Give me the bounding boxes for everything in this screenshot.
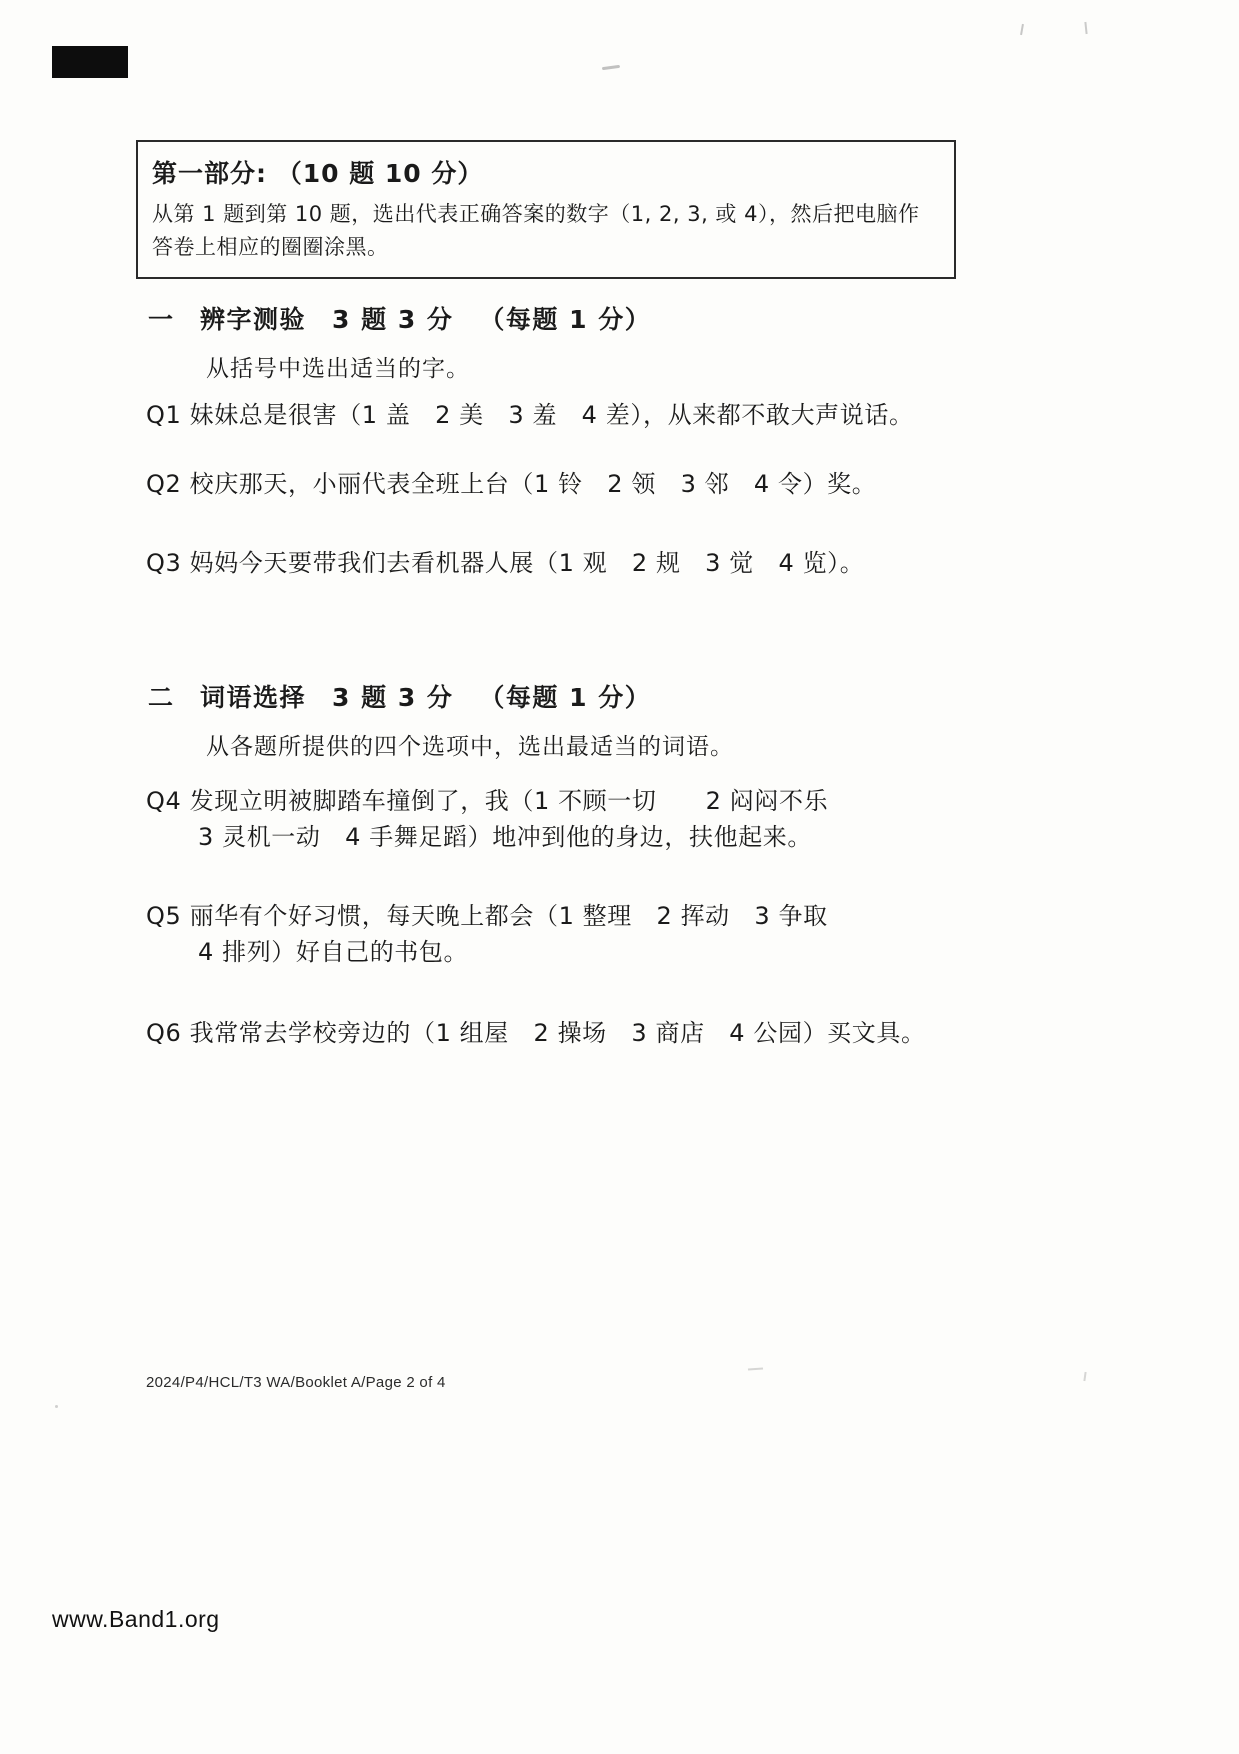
section-1-marks: 3 题 3 分 (332, 305, 454, 334)
question-q5-line-2: 4 排列）好自己的书包。 (198, 938, 469, 966)
part-marks: （10 题 10 分） (276, 159, 484, 188)
part-title-line (152, 154, 938, 190)
question-q1 (146, 397, 1156, 433)
section-2-head (148, 678, 1148, 714)
part-title: 第一部分: (152, 159, 267, 188)
scan-artifact (55, 1405, 58, 1408)
question-q3-line-1: Q3 妈妈今天要带我们去看机器人展（1 观 2 规 3 觉 4 览）。 (146, 549, 865, 577)
question-q4-line-2: 3 灵机一动 4 手舞足蹈）地冲到他的身边，扶他起来。 (198, 823, 812, 851)
section-2-subtitle: 从各题所提供的四个选项中，选出最适当的词语。 (206, 734, 734, 760)
scan-artifact (1020, 24, 1024, 35)
scan-artifact (1084, 22, 1087, 34)
section-2-per-question: （每题 1 分） (479, 683, 652, 712)
scan-artifact (1083, 1372, 1086, 1381)
scan-artifact (748, 1367, 763, 1370)
section-2-number: 二 (148, 683, 175, 712)
question-q3 (146, 545, 1156, 581)
question-q1-line-1: Q1 妹妹总是很害（1 盖 2 美 3 羞 4 差），从来都不敢大声说话。 (146, 401, 914, 429)
question-q5-line-1: Q5 丽华有个好习惯，每天晚上都会（1 整理 2 挥动 3 争取 (146, 902, 828, 930)
question-q4-line-1: Q4 发现立明被脚踏车撞倒了，我（1 不顾一切 2 闷闷不乐 (146, 787, 829, 815)
redaction-block (52, 46, 128, 78)
part-instruction-text: 从第 1 题到第 10 题，选出代表正确答案的数字（1, 2, 3, 或 4），然后把电脑作答卷上相应的圈圈涂黑。 (152, 202, 920, 259)
section-1-number: 一 (148, 305, 175, 334)
section-1-head (148, 300, 1148, 336)
part-instruction-box (136, 140, 956, 279)
section-heading-1 (148, 300, 1148, 383)
question-q6 (146, 1015, 1156, 1051)
section-2-marks: 3 题 3 分 (332, 683, 454, 712)
question-q4 (146, 783, 1156, 855)
document-code: 2024/P4/HCL/T3 WA/Booklet A/Page 2 of 4 (146, 1374, 446, 1391)
scan-artifact (602, 65, 620, 70)
section-1-name: 辨字测验 (200, 305, 307, 334)
question-q2-line-1: Q2 校庆那天，小丽代表全班上台（1 铃 2 领 3 邻 4 令）奖。 (146, 470, 877, 498)
section-heading-2 (148, 678, 1148, 761)
question-q2 (146, 466, 1156, 502)
question-q5 (146, 898, 1156, 970)
question-q6-line-1: Q6 我常常去学校旁边的（1 组屋 2 操场 3 商店 4 公园）买文具。 (146, 1019, 926, 1047)
section-1-per-question: （每题 1 分） (479, 305, 652, 334)
section-1-subtitle: 从括号中选出适当的字。 (206, 356, 470, 382)
section-2-name: 词语选择 (200, 683, 307, 712)
site-url: www.Band1.org (52, 1606, 220, 1632)
